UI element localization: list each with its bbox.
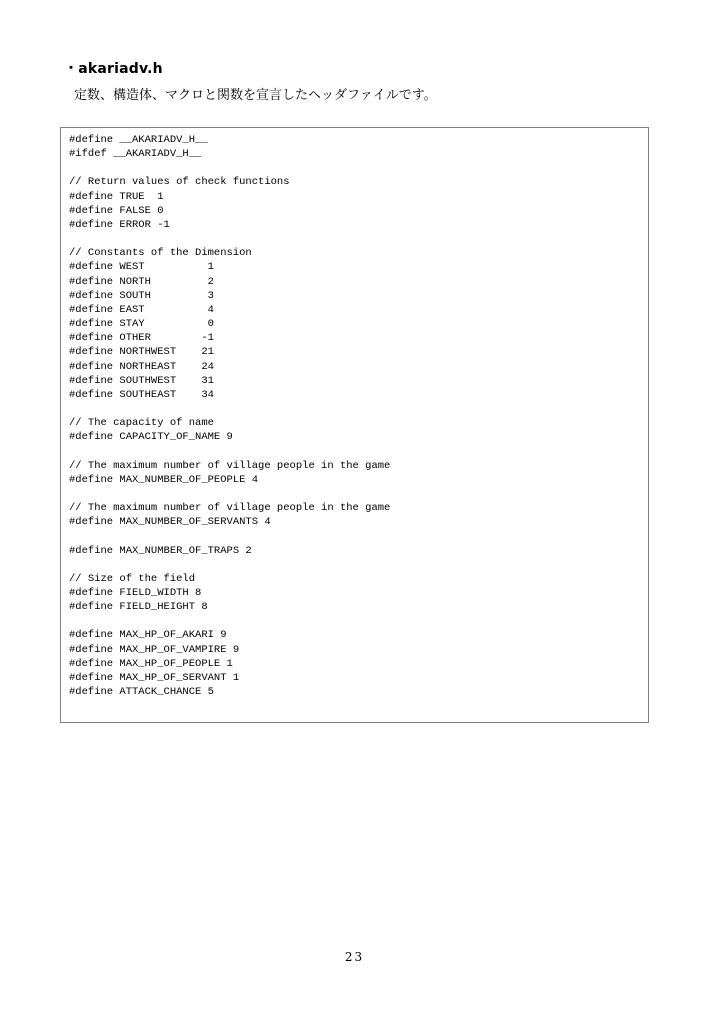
section-heading: ・akariadv.h [64,61,163,77]
code-listing-box [60,127,649,723]
page-number: 23 [344,950,365,964]
section-description: 定数、構造体、マクロと関数を宣言したヘッダファイルです。 [74,88,437,103]
code-listing: #define __AKARIADV_H__ #ifdef __AKARIADV_H__ // Return values of check functions #define TRUE 1 #define FALSE 0 #define ERROR -1 // Constants of the Dimension #define WEST 1 #define NORTH 2 #define SOUTH 3 #define EAST 4 #define STAY 0 #define OTHER -1 #define NORTHWEST 21 #define NORTHEAST 24 #define SOUTHWEST 31 #define SOUTHEAST 34 // The capacity of name #define CAPACITY_OF_NAME 9 // The maximum number of village people in the game #define MAX_NUMBER_OF_PEOPLE 4 // The maximum number of village people in the game #define MAX_NUMBER_OF_SERVANTS 4 #define MAX_NUMBER_OF_TRAPS 2 // Size of the field #define FIELD_WIDTH 8 #define FIELD_HEIGHT 8 #define MAX_HP_OF_AKARI 9 #define MAX_HP_OF_VAMPIRE 9 #define MAX_HP_OF_PEOPLE 1 #define MAX_HP_OF_SERVANT 1 #define ATTACK_CHANCE 5 [69,134,391,699]
